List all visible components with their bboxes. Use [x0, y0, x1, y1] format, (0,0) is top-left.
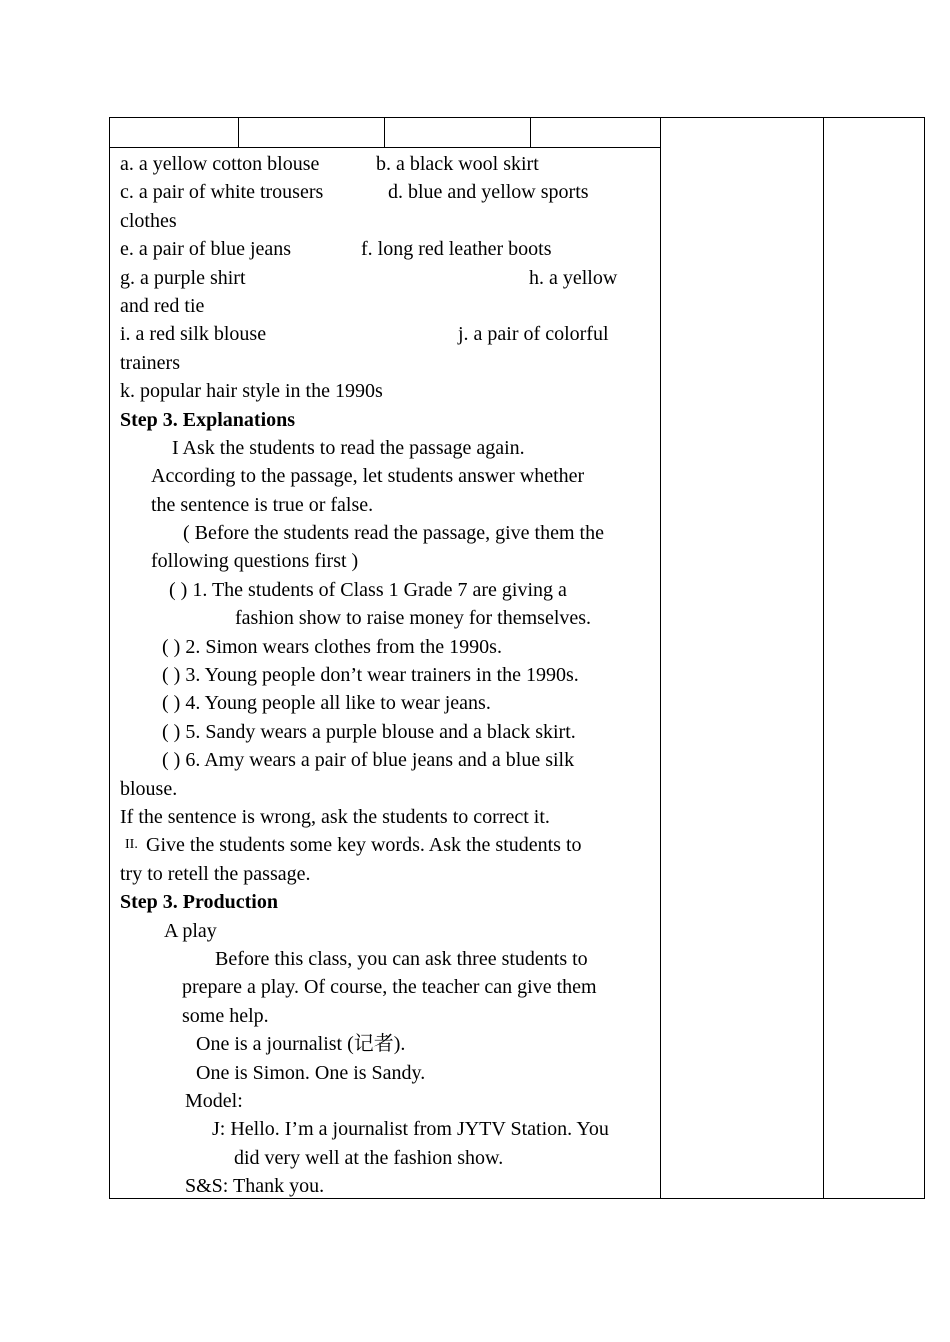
column-divider [823, 118, 824, 1198]
item-h: h. a yellow [529, 266, 618, 289]
retell-instruction: Give the students some key words. Ask the students to [146, 834, 582, 857]
question-line [120, 775, 660, 803]
question-line [120, 689, 660, 717]
item-g: g. a purple shirt [120, 266, 246, 289]
clothes-line [120, 349, 660, 377]
item-k: k. popular hair style in the 1990s [120, 380, 383, 403]
question-3: ( ) 3. Young people don’t wear trainers in the 1990s. [162, 664, 579, 687]
header-cell-divider [384, 118, 385, 147]
item-d: d. blue and yellow sports [388, 181, 589, 204]
retell-instruction-cont: try to retell the passage. [120, 862, 311, 885]
header-cell-divider [530, 118, 531, 147]
question-line [120, 604, 660, 632]
role-line: One is Simon. One is Sandy. [196, 1061, 426, 1084]
text-line [120, 462, 660, 490]
item-b: b. a black wool skirt [376, 153, 539, 175]
dialogue-journalist-cont: did very well at the fashion show. [234, 1146, 504, 1169]
instruction-line: I Ask the students to read the passage again. [172, 436, 525, 459]
item-e: e. a pair of blue jeans [120, 238, 292, 261]
question-line [120, 718, 660, 746]
clothes-line [120, 150, 660, 178]
question-2: ( ) 2. Simon wears clothes from the 1990s. [162, 635, 502, 658]
section-heading [120, 406, 660, 434]
column-divider [660, 118, 661, 1198]
correction-instruction: If the sentence is wrong, ask the students to correct it. [120, 805, 550, 828]
text-line [120, 973, 660, 1001]
dialogue-line [120, 1172, 660, 1200]
item-j: j. a pair of colorful [458, 323, 609, 346]
clothes-line [120, 264, 660, 292]
instruction-line: following questions first ) [151, 550, 359, 573]
question-line [120, 633, 660, 661]
play-instruction: some help. [182, 1004, 269, 1027]
play-instruction: Before this class, you can ask three students to [215, 947, 588, 970]
question-line [120, 576, 660, 604]
text-line [120, 547, 660, 575]
text-line [120, 1002, 660, 1030]
item-j-cont: trainers [120, 351, 180, 374]
step3-explanations-heading: Step 3. Explanations [120, 408, 296, 431]
lesson-content [120, 150, 660, 1200]
text-line [120, 831, 660, 859]
text-line [120, 434, 660, 462]
item-i: i. a red silk blouse [120, 323, 267, 346]
section-heading [120, 888, 660, 916]
question-6-cont: blouse. [120, 777, 178, 800]
text-line [120, 519, 660, 547]
instruction-line: ( Before the students read the passage, give them the [183, 522, 604, 545]
clothes-line [120, 178, 660, 206]
text-line [120, 1087, 660, 1115]
clothes-line [120, 377, 660, 405]
text-line [120, 491, 660, 519]
header-cell-divider [238, 118, 239, 147]
play-instruction: prepare a play. Of course, the teacher can give them [182, 976, 597, 999]
clothes-line [120, 207, 660, 235]
blank-header-row [110, 118, 660, 148]
text-line [120, 1059, 660, 1087]
clothes-line [120, 235, 660, 263]
item-a: a. a yellow cotton blouse [120, 153, 320, 175]
dialogue-simon-sandy: S&S: Thank you. [185, 1175, 325, 1198]
text-line [120, 803, 660, 831]
text-line [120, 860, 660, 888]
text-line [120, 917, 660, 945]
role-line: One is a journalist (记者). [196, 1033, 406, 1056]
question-1-cont: fashion show to raise money for themselves. [235, 607, 592, 630]
question-5: ( ) 5. Sandy wears a purple blouse and a black skirt. [162, 720, 576, 743]
text-line [120, 1030, 660, 1058]
question-line [120, 661, 660, 689]
dialogue-line [120, 1144, 660, 1172]
step3-production-heading: Step 3. Production [120, 891, 278, 914]
item-h-cont: and red tie [120, 294, 205, 317]
dialogue-line [120, 1115, 660, 1143]
clothes-line [120, 292, 660, 320]
dialogue-journalist: J: Hello. I’m a journalist from JYTV Station. You [212, 1118, 609, 1141]
clothes-line [120, 320, 660, 348]
instruction-line: the sentence is true or false. [151, 493, 374, 516]
text-line [120, 945, 660, 973]
lesson-table [109, 117, 925, 1199]
question-1: ( ) 1. The students of Class 1 Grade 7 are giving a [169, 578, 567, 601]
roman-numeral-ii: II. [125, 837, 138, 853]
model-label: Model: [185, 1089, 243, 1112]
play-title: A play [164, 919, 217, 942]
item-d-cont: clothes [120, 209, 177, 232]
question-6: ( ) 6. Amy wears a pair of blue jeans and a blue silk [162, 749, 575, 772]
item-f: f. long red leather boots [361, 238, 552, 261]
question-line [120, 746, 660, 774]
item-c: c. a pair of white trousers [120, 181, 324, 204]
instruction-line: According to the passage, let students answer whether [151, 465, 585, 488]
question-4: ( ) 4. Young people all like to wear jeans. [162, 692, 491, 715]
